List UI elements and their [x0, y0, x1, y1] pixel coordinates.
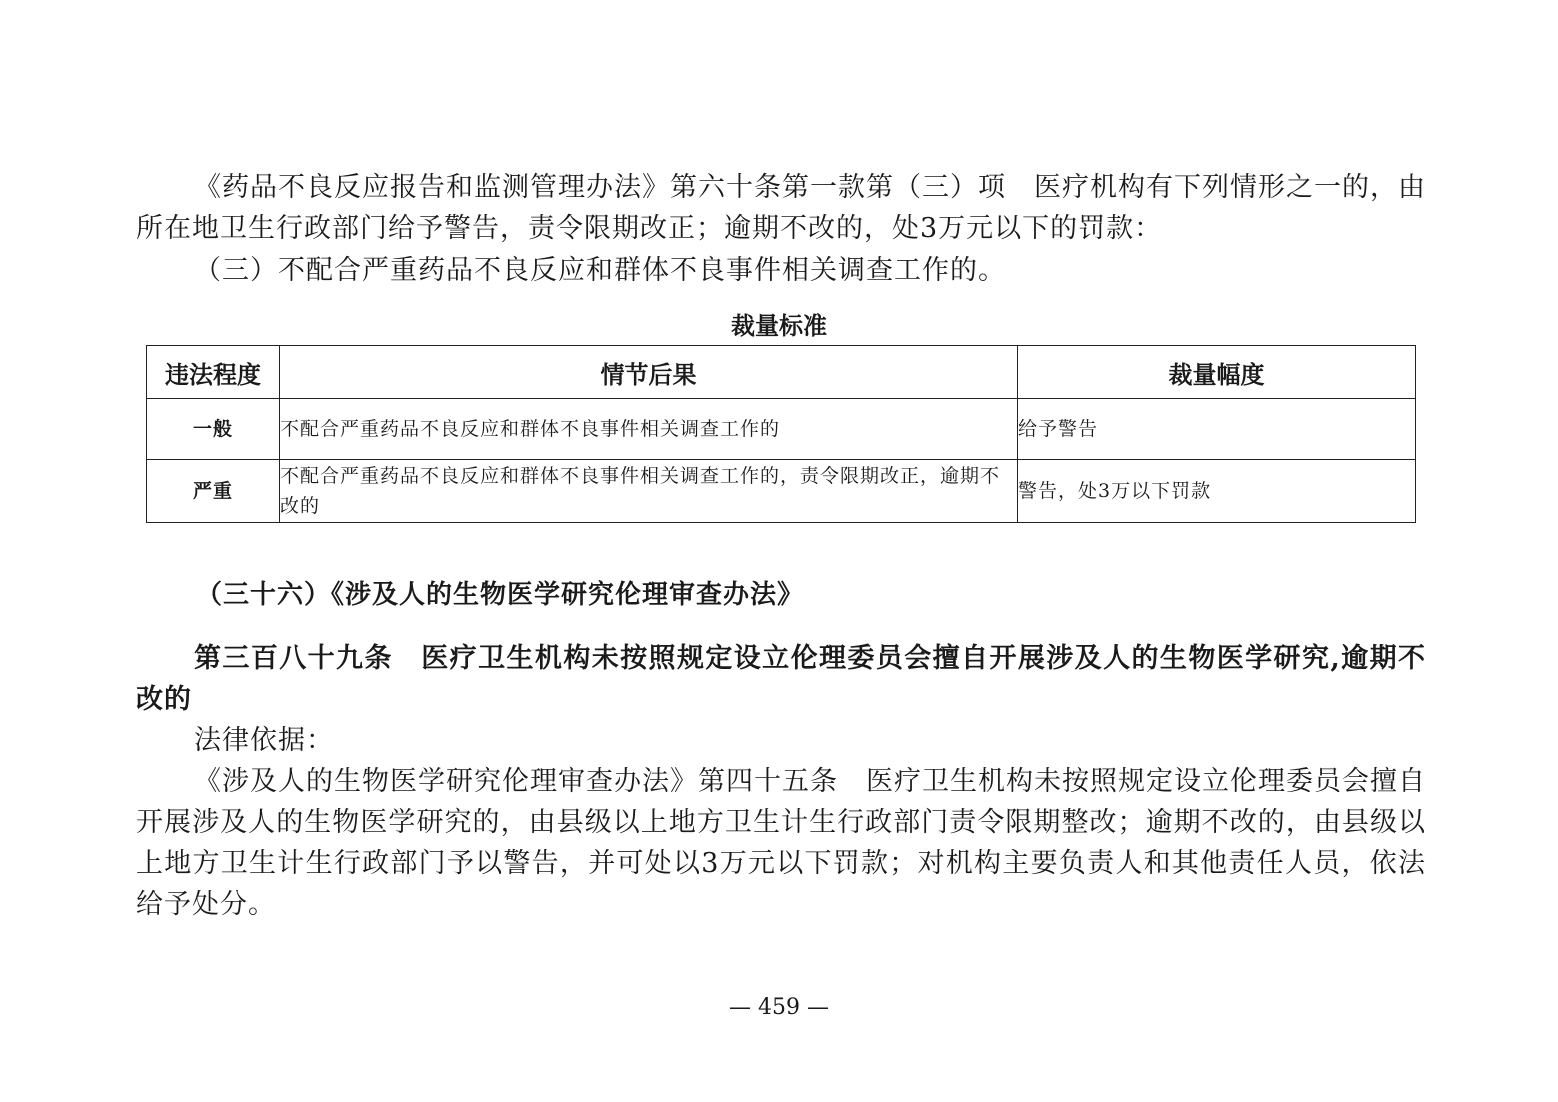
- table-title: 裁量标准: [731, 312, 827, 340]
- table-header-row: [147, 346, 1416, 399]
- cell-level: 严重: [147, 460, 280, 523]
- legal-basis-label: 法律依据：: [194, 725, 334, 756]
- law-provision-paragraph: 《药品不良反应报告和监测管理办法》第六十条第一款第（三）项 医疗机构有下列情形之一的，由所在地卫生行政部门给予警告，责令限期改正；逾期不改的，处3万元以下的罚款：: [136, 172, 1426, 244]
- legal-basis-paragraph: 《涉及人的生物医学研究伦理审查办法》第四十五条 医疗卫生机构未按照规定设立伦理委员会擅自开展涉及人的生物医学研究的，由县级以上地方卫生计生行政部门责令限期整改；逾期不改的，由县级以上地方卫生计生行政部门予以警告，并可处以3万元以下罚款；对机构主要负责人和其他责任人员，依法给予处分。: [136, 766, 1426, 920]
- page-number: — 459 —: [729, 995, 829, 1020]
- table-row: [147, 399, 1416, 460]
- header-penalty-range: 裁量幅度: [1018, 346, 1416, 399]
- header-violation-level: 违法程度: [147, 346, 280, 399]
- table-row: [147, 460, 1416, 523]
- cell-consequence: 不配合严重药品不良反应和群体不良事件相关调查工作的，责令限期改正，逾期不改的: [280, 460, 1018, 523]
- section-heading: （三十六）《涉及人的生物医学研究伦理审查办法》: [196, 580, 805, 610]
- discretion-standard-table: [146, 345, 1416, 523]
- header-circumstances: 情节后果: [280, 346, 1018, 399]
- cell-consequence: 不配合严重药品不良反应和群体不良事件相关调查工作的: [280, 399, 1018, 460]
- cell-range: 警告，处3万以下罚款: [1018, 460, 1416, 523]
- article-heading: 第三百八十九条 医疗卫生机构未按照规定设立伦理委员会擅自开展涉及人的生物医学研究,逾期不改的: [136, 643, 1426, 715]
- cell-level: 一般: [147, 399, 280, 460]
- item-three-paragraph: （三）不配合严重药品不良反应和群体不良事件相关调查工作的。: [194, 255, 1006, 286]
- cell-range: 给予警告: [1018, 399, 1416, 460]
